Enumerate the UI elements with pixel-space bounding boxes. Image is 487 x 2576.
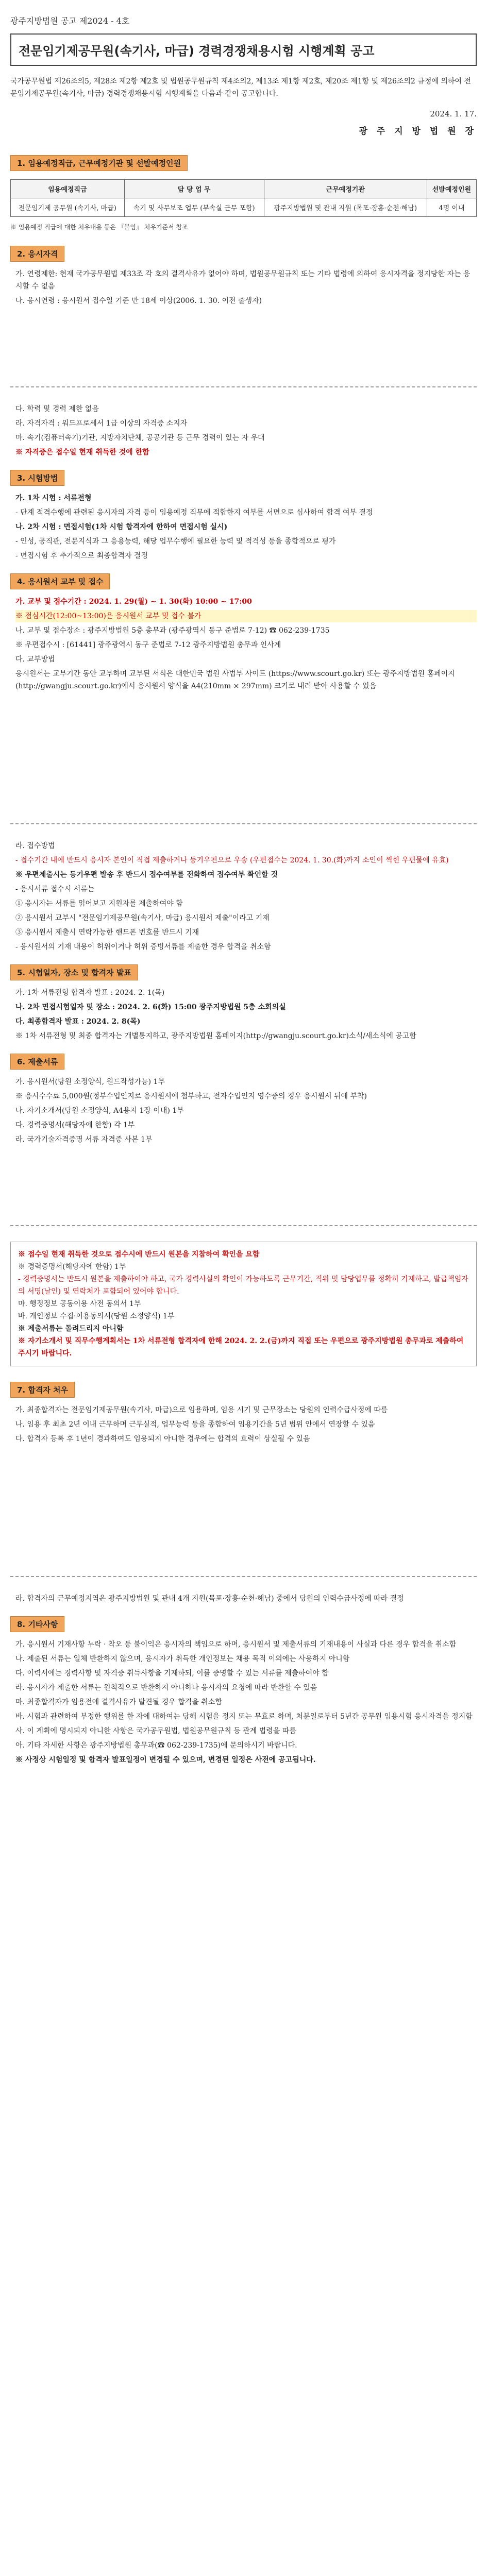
list-item: - 단계 적격수행에 관련된 응시자의 자격 등이 임용예정 직무에 적합한지 여부를 서면으로 심사하여 합격 여부 결정 (15, 509, 373, 517)
list-item: 가. 1차 서류전형 합격자 발표 : 2024. 2. 1(목) (15, 989, 165, 997)
section-7-heading: 7. 합격자 처우 (10, 1382, 75, 1398)
list-item: 나. 2차 면접시험일자 및 장소 : 2024. 2. 6(화) 15:00 광주지방법원 5층 소회의실 (15, 1003, 286, 1011)
table-cell: 광주지방법원 및 관내 지원 (목포·장흥·순천·해남) (264, 198, 427, 217)
page-title: 전문임기제공무원(속기사, 마급) 경력경쟁채용시험 시행계획 공고 (10, 33, 477, 66)
list-item: 나. 제출된 서류는 일체 반환하지 않으며, 응시자가 취득한 개인정보는 채용 목적 이외에는 사용하지 아니함 (15, 1655, 350, 1663)
table-header-cell: 근무예정기관 (264, 180, 427, 198)
list-item: ※ 자격증은 접수일 현재 취득한 것에 한함 (15, 448, 149, 456)
list-item: 가. 1차 시험 : 서류전형 (15, 494, 92, 502)
list-item: 가. 응시원서(당원 소정양식, 원드작성가능) 1부 (15, 1078, 165, 1086)
list-item: 나. 자기소개서(당원 소정양식, A4용지 1장 이내) 1부 (15, 1107, 184, 1115)
page-divider (10, 1225, 477, 1226)
table-cell: 전문임기제 공무원 (속기사, 마급) (11, 198, 125, 217)
list-item: - 면접시험 후 추가적으로 최종합격자 결정 (15, 552, 148, 560)
table-header-cell: 선발예정인원 (427, 180, 476, 198)
list-item: 다. 학력 및 경력 제한 없음 (15, 405, 99, 413)
notice-line: ※ 경력증명서(해당자에 한함) 1부 (18, 1263, 126, 1271)
list-item: 다. 이력서에는 경력사항 및 자격증 취득사항을 기재하되, 이를 증명할 수 있는 서류를 제출하여야 함 (15, 1669, 329, 1677)
list-item: ※ 우편제출시는 등기우편 발송 후 반드시 접수여부를 전화하여 접수여부 확인할 것 (15, 871, 278, 879)
section-8-heading: 8. 기타사항 (10, 1616, 64, 1632)
intro-paragraph: 국가공무원법 제26조의5, 제28조 제2항 제2호 및 법원공무원규칙 제4조의2, 제13조 제1항 제2호, 제20조 제1항 및 제26조의2 규정에 의하여 전문임기제공무원(속기사, 마급) 경력경쟁채용시험 시행계획을 다음과 같이 공고합니다. (10, 77, 471, 98)
list-item: 다. 최종합격자 발표 : 2024. 2. 8(목) (15, 1018, 141, 1026)
table-cell: 4명 이내 (427, 198, 476, 217)
section-4-heading: 4. 응시원서 교부 및 접수 (10, 573, 110, 589)
list-item: 응시원서는 교부기간 동안 교부하며 교부된 서식은 대한민국 법원 사법부 사이트 (https://www.scourt.go.kr) 또는 광주지방법원 홈페이지(http://gwangju.scourt.go.kr)에서 응시원서 양식을 A4(210mm × 297mm) 크기로 내려 받아 사용할 수 있음 (15, 670, 455, 690)
list-item: 나. 교부 및 접수장소 : 광주지방법원 5층 총무과 (광주광역시 동구 준법로 7-12) ☎ 062-239-1735 (15, 626, 330, 635)
list-item: 다. 경력증명서(해당자에 한함) 각 1부 (15, 1121, 135, 1129)
list-item: 다. 교부방법 (15, 655, 55, 664)
list-item: - 응시서류 접수시 서류는 (15, 885, 95, 893)
section-5-heading: 5. 시험일자, 장소 및 합격자 발표 (10, 964, 138, 980)
section-1-heading: 1. 임용예정직급, 근무예정기관 및 선발예정인원 (10, 155, 188, 171)
announcement-number: 광주지방법원 공고 제2024 - 4호 (10, 16, 130, 26)
list-item: ② 응시원서 교부시 "전문임기제공무원(속기사, 마급) 응시원서 제출"이라고 기재 (15, 914, 270, 922)
page-divider (10, 823, 477, 824)
list-item: 가. 응시원서 기재사항 누락 · 착오 등 불이익은 응시자의 책임으로 하며, 응시원서 및 제출서류의 기재내용이 사실과 다른 경우 합격을 취소함 (15, 1640, 457, 1649)
list-item: 가. 교부 및 접수기간 : 2024. 1. 29(월) ~ 1. 30(화) 10:00 ~ 17:00 (15, 598, 252, 606)
list-item: ① 응시자는 서류를 읽어보고 지원자를 제출하여야 함 (15, 900, 183, 908)
table-header-cell: 임용예정직급 (11, 180, 125, 198)
list-item: 가. 최종합격자는 전문임기제공무원(속기사, 마급)으로 임용하며, 임용 시기 및 근무장소는 당원의 인력수급사정에 따름 (15, 1406, 388, 1414)
list-item: 나. 응시연령 : 응시원서 접수일 기준 만 18세 이상(2006. 1. 30. 이전 출생자) (15, 297, 262, 305)
issuing-org: 광 주 지 방 법 원 장 (359, 126, 477, 137)
table-row (11, 198, 477, 217)
list-item: ※ 1차 서류전형 및 최종 합격자는 개별통지하고, 광주지방법원 홈페이지(http://gwangju.scourt.go.kr)소식/새소식에 공고함 (15, 1032, 416, 1040)
section-3-heading: 3. 시험방법 (10, 470, 64, 486)
notice-box (10, 1242, 477, 1366)
table-header-cell: 담 당 업 무 (124, 180, 264, 198)
list-item: 라. 자격자격 : 워드프로세서 1급 이상의 자격증 소지자 (15, 419, 188, 428)
list-item: ※ 사정상 시험일정 및 합격자 발표일정이 변경될 수 있으며, 변경된 일정은 사전에 공고됩니다. (15, 1756, 316, 1764)
list-item: ③ 응시원서 제출시 연락가능한 핸드폰 번호를 반드시 기재 (15, 928, 199, 937)
table-note: ※ 임용예정 직급에 대한 처우내용 등은 『붙임』 처우기준서 참조 (10, 224, 188, 231)
list-item: 가. 연령제한: 현재 국가공무원법 제33조 각 호의 결격사유가 없어야 하며, 법원공무원규칙 또는 기타 법령에 의하여 응시자격을 정지당한 자는 응시할 수 없음 (15, 270, 471, 291)
list-item: 라. 국가기술자격증명 서류 자격증 사본 1부 (15, 1136, 153, 1144)
recruitment-table (10, 179, 477, 217)
notice-line: ※ 제출서류는 돌려드리지 아니함 (18, 1325, 124, 1333)
page-divider (10, 386, 477, 387)
list-item: 라. 응시자가 제출한 서류는 원칙적으로 반환하지 아니하나 응시자의 요청에 따라 반환할 수 있음 (15, 1684, 317, 1692)
notice-page (10, 0, 477, 2015)
list-item: 라. 합격자의 근무예정지역은 광주지방법원 및 관내 4개 지원(목포·장흥·순천·해남) 중에서 당원의 인력수급사정에 따라 결정 (15, 1595, 404, 1603)
page-divider (10, 1576, 477, 1577)
notice-line: - 경력증명서는 반드시 원본을 제출하여야 하고, 국가 경력사실의 확인이 가능하도록 근무기간, 직위 및 담당업무를 정확히 기재하고, 발급책임자의 서명(날인) 및 연락처가 포함되어 있어야 합니다. (18, 1275, 468, 1296)
table-header-row (11, 180, 477, 198)
list-item: 나. 2차 시험 : 면접시험(1차 시험 합격자에 한하여 면접시험 실시) (15, 523, 228, 531)
table-cell: 속기 및 사무보조 업무 (부속실 근무 포함) (124, 198, 264, 217)
list-item: ※ 점심시간(12:00~13:00)은 응시원서 교부 및 접수 불가 (15, 610, 477, 622)
list-item: - 접수기간 내에 반드시 응시자 본인이 직접 제출하거나 등기우편으로 우송 (우편접수는 2024. 1. 30.(화)까지 소인이 찍힌 우편물에 유효) (15, 856, 449, 865)
notice-line: ※ 접수일 현재 취득한 것으로 접수시에 반드시 원본을 지참하여 확인을 요함 (18, 1250, 260, 1259)
list-item: ※ 우편접수시 : [61441] 광주광역시 동구 준법로 7-12 광주지방법원 총무과 인사계 (15, 641, 281, 649)
list-item: 사. 이 계획에 명시되지 아니한 사항은 국가공무원법, 법원공무원규칙 등 관계 법령을 따름 (15, 1727, 296, 1735)
section-2-heading: 2. 응시자격 (10, 246, 64, 262)
notice-line: 바. 개인정보 수집·이용동의서(당원 소정양식) 1부 (18, 1312, 175, 1320)
list-item: 바. 시험과 관련하여 부정한 행위를 한 자에 대하여는 당해 시험을 정지 또는 무효로 하며, 처분일로부터 5년간 공무원 임용시험 응시자격을 정지함 (15, 1713, 473, 1721)
section-6-heading: 6. 제출서류 (10, 1054, 64, 1070)
list-item: 나. 임용 후 최초 2년 이내 근무하며 근무실적, 업무능력 등을 종합하여 임용기간을 5년 범위 안에서 연장할 수 있음 (15, 1420, 375, 1429)
list-item: 다. 합격자 등록 후 1년이 경과하여도 임용되지 아니한 경우에는 합격의 효력이 상실될 수 있음 (15, 1435, 310, 1443)
list-item: 라. 접수방법 (15, 842, 55, 850)
notice-line: ※ 자기소개서 및 직무수행계획서는 1차 서류전형 합격자에 한해 2024. 2. 2.(금)까지 직접 또는 우편으로 광주지방법원 총무과로 제출하여 주시기 바랍니다. (18, 1337, 464, 1358)
notice-line: 마. 행정정보 공동이용 사전 동의서 1부 (18, 1300, 141, 1308)
list-item: 마. 속기(컴퓨터속기)기관, 지방자치단체, 공공기관 등 근무 경력이 있는 자 우대 (15, 434, 265, 442)
announcement-date: 2024. 1. 17. (430, 109, 477, 118)
list-item: - 인성, 공직관, 전문지식과 그 응용능력, 해당 업무수행에 필요한 능력 및 적격성 등을 종합적으로 평가 (15, 537, 336, 546)
list-item: 아. 기타 자세한 사항은 광주지방법원 총무과(☎ 062-239-1735)에 문의하시기 바랍니다. (15, 1741, 297, 1750)
list-item: ※ 응시수수료 5,000원(정부수입인지로 응시원서에 첨부하고, 전자수입인지 영수증의 경우 응시원서 뒤에 부착) (15, 1092, 367, 1100)
list-item: 마. 최종합격자가 임용전에 결격사유가 발견될 경우 합격을 취소함 (15, 1698, 222, 1706)
list-item: - 응시원서의 기재 내용이 허위이거나 허위 증빙서류를 제출한 경우 합격을 취소함 (15, 943, 271, 951)
